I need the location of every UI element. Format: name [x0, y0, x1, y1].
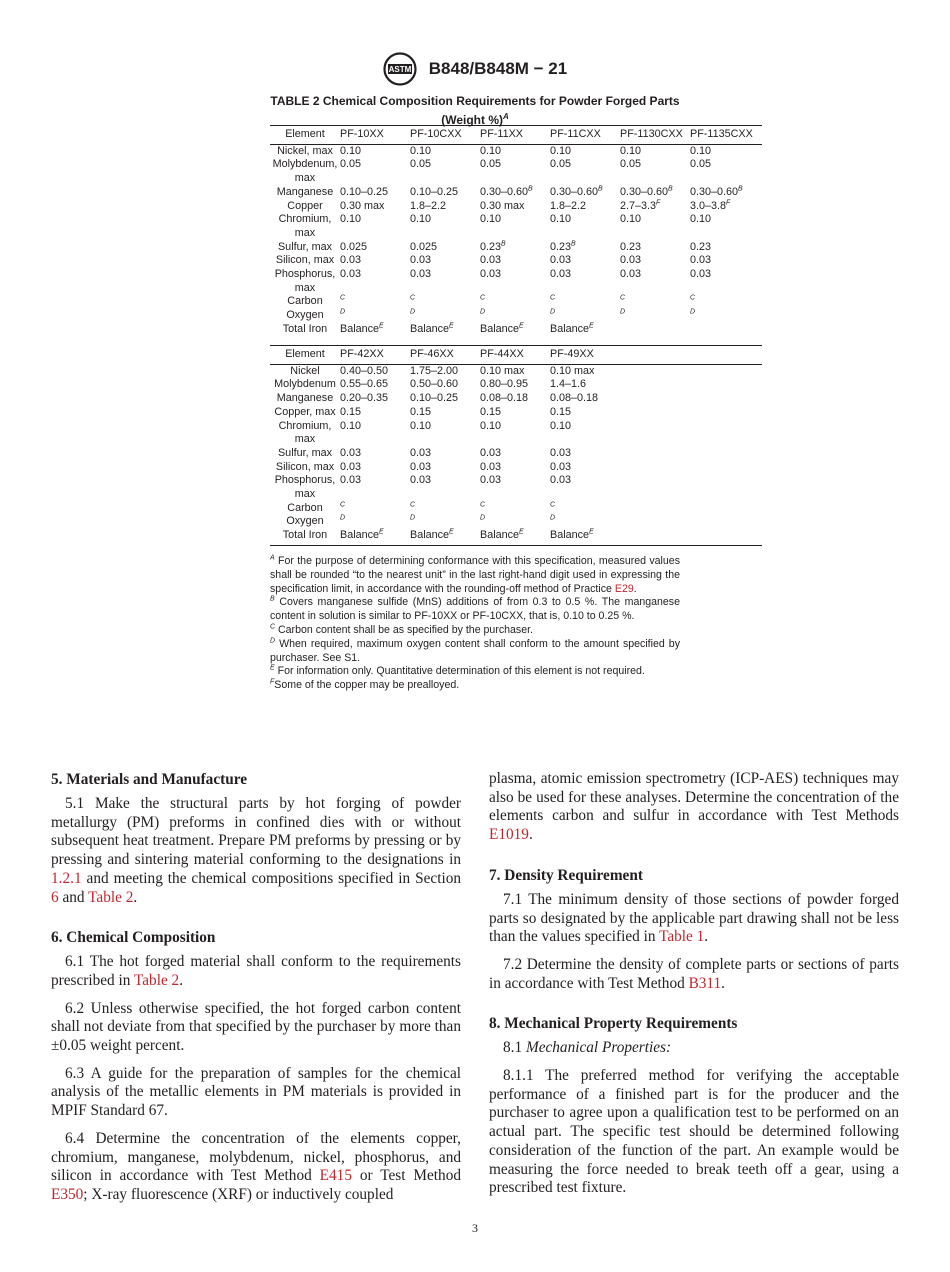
footnote-mark: D — [620, 308, 626, 316]
paragraph-6-4: 6.4 Determine the concentration of the elements copper, chromium, manganese, molybdenum, nickel, phosphorus, and silicon in accordance with Test Method E415 or Test Method E350; X-ray fluorescence (XRF) or inductively coupled — [51, 1129, 462, 1203]
element-name-cell: Carbon — [287, 295, 323, 308]
value-cell: 0.50–0.60 — [410, 378, 459, 391]
column-header-grade: PF-1135CXX — [690, 128, 753, 140]
value-cell — [410, 309, 480, 323]
value-cell: 0.03 — [340, 474, 362, 487]
value-cell: 0.10–0.25 — [410, 392, 459, 405]
paragraph-6-4-continued: plasma, atomic emission spectrometry (ICP-AES) techniques may also be used for these analyses. Determine the concentration of the elements carbon and sulfur in accordance with Test Methods E1019. — [489, 770, 899, 844]
footnote-mark: B — [528, 185, 533, 193]
left-column — [51, 770, 461, 1214]
paragraph-8-1-1: 8.1.1 The preferred method for verifying the acceptable performance of a finished part is for the producer and the purchaser to agree upon a qualification test to be performed on an actual part. The specific test should be determined following consideration of the function of the part. An example would be measuring the force needed to break teeth off a gear, using a prescribed test fixture. — [489, 1067, 899, 1197]
value-cell — [550, 295, 620, 309]
value-cell — [480, 502, 550, 516]
value-cell: 0.03 — [410, 460, 432, 473]
column-header-grade: PF-11XX — [480, 128, 524, 140]
value-cell — [690, 529, 762, 545]
link-1-2-1[interactable]: 1.2.1 — [51, 869, 82, 887]
footnote-mark: E — [589, 322, 594, 330]
value-cell: 1.8–2.2 — [410, 199, 447, 212]
paragraph-7-2: 7.2 Determine the density of complete parts or sections of parts in accordance with Test Method B311. — [489, 955, 899, 992]
table-caption-text: TABLE 2 Chemical Composition Requirements for Powder Forged Parts (Weight %) — [270, 94, 680, 127]
footnote-mark: D — [550, 514, 556, 522]
element-name-cell: Phosphorus, max — [274, 474, 336, 501]
element-name-cell: Copper — [287, 199, 323, 212]
column-header-element: Element — [285, 348, 325, 360]
footnote-mark: D — [550, 308, 556, 316]
value-cell: 0.03 — [410, 474, 432, 487]
element-name-cell: Sulfur, max — [277, 446, 332, 459]
value-cell — [550, 309, 620, 323]
value-cell: 0.05 — [690, 158, 712, 171]
value-cell: Balance$^E$ — [340, 528, 384, 542]
link-b311[interactable]: B311 — [688, 974, 722, 992]
element-name-cell: Molybdenum, max — [272, 158, 338, 185]
value-cell — [480, 309, 550, 323]
value-cell — [690, 447, 762, 461]
paragraph-6-3: 6.3 A guide for the preparation of samples for the chemical analysis of the metallic elements in PM materials is provided in MPIF Standard 67. — [51, 1064, 461, 1120]
page-number: 3 — [472, 1221, 478, 1235]
value-cell: 0.30 max — [480, 199, 525, 212]
table-row — [270, 378, 762, 392]
value-cell — [690, 392, 762, 406]
value-cell: 0.80–0.95 — [480, 378, 529, 391]
footnote-mark: C — [550, 294, 556, 302]
column-header-grade: PF-49XX — [550, 348, 594, 360]
value-cell — [620, 323, 690, 339]
section-7-heading: 7. Density Requirement — [489, 866, 643, 884]
value-cell: 0.10 — [620, 144, 642, 157]
value-cell: 0.03 — [480, 474, 502, 487]
value-cell: 0.15 — [340, 405, 362, 418]
value-cell — [620, 392, 690, 406]
value-cell — [690, 309, 762, 323]
element-name-cell: Sulfur, max — [277, 240, 332, 253]
section-6-heading: 6. Chemical Composition — [51, 929, 216, 947]
value-cell: 0.08–0.18 — [480, 392, 529, 405]
value-cell: 0.30 max — [340, 199, 385, 212]
value-cell — [620, 309, 690, 323]
value-cell: 0.03 — [550, 474, 572, 487]
value-cell: 0.05 — [620, 158, 642, 171]
value-cell: 0.03 — [550, 268, 572, 281]
value-cell: 0.10 — [480, 419, 502, 432]
value-cell: Balance$^E$ — [480, 322, 524, 335]
paragraph-7-1: 7.1 The minimum density of those sections of powder forged parts so designated by the applicable part drawing shall not be less than the values specified in Table 1. — [489, 890, 899, 946]
link-table-2[interactable]: Table 2 — [88, 888, 134, 906]
footnote-mark: B — [598, 185, 603, 193]
table-row — [270, 241, 762, 255]
value-cell — [550, 502, 620, 516]
caption-footnote-mark: A — [503, 112, 509, 121]
column-header-grade — [690, 346, 762, 365]
value-cell: $0.30-0.60^B$ — [480, 185, 533, 198]
value-cell: 0.15 — [550, 405, 572, 418]
value-cell: 0.03 — [480, 460, 502, 473]
value-cell — [690, 515, 762, 529]
value-cell: 0.03 — [340, 446, 362, 459]
value-cell: 0.10 max — [480, 364, 525, 377]
value-cell: 0.10 — [690, 213, 712, 226]
value-cell: 0.20–0.35 — [340, 392, 389, 405]
value-cell: 0.10 — [340, 213, 362, 226]
value-cell — [690, 461, 762, 475]
table-row — [270, 186, 762, 200]
element-name-cell: Carbon — [287, 501, 323, 514]
value-cell: 0.10 — [550, 144, 572, 157]
value-cell: 0.10 — [480, 144, 502, 157]
value-cell: 0.03 — [550, 254, 572, 267]
element-name-cell: Nickel, max — [277, 144, 333, 157]
footnote-mark: F — [656, 198, 661, 206]
value-cell: 0.03 — [690, 254, 712, 267]
footnote-mark: D — [340, 308, 346, 316]
paragraph-6-2: 6.2 Unless otherwise specified, the hot forged carbon content shall not deviate from that specified by the purchaser by more than ±0.05 weight percent. — [51, 999, 461, 1055]
footnote-mark: F — [726, 198, 731, 206]
value-cell — [480, 515, 550, 529]
table-row — [270, 474, 762, 501]
value-cell — [620, 447, 690, 461]
value-cell: 0.03 — [340, 254, 362, 267]
value-cell — [620, 364, 690, 378]
footnote-mark: E — [519, 528, 524, 536]
element-name-cell: Silicon, max — [275, 460, 335, 473]
footnote-mark: D — [410, 308, 416, 316]
footnote-mark: C — [550, 501, 556, 509]
table-row — [270, 323, 762, 339]
value-cell — [620, 529, 690, 545]
value-cell — [410, 515, 480, 529]
value-cell: 1.8–2.2 — [550, 199, 587, 212]
value-cell: 0.10 — [620, 213, 642, 226]
value-cell: 0.025 — [410, 240, 438, 253]
value-cell — [620, 461, 690, 475]
element-name-cell: Molybdenum — [274, 378, 336, 391]
value-cell: 1.4–1.6 — [550, 378, 587, 391]
element-name-cell: Total Iron — [282, 529, 328, 542]
footnote-e: $^E$ For information only. Quantitative determination of this element is not required. — [270, 664, 645, 678]
table-row — [270, 158, 762, 185]
value-cell: Balance$^E$ — [340, 322, 384, 335]
column-header-grade: PF-46XX — [410, 348, 454, 360]
element-name-cell: Chromium, max — [278, 419, 332, 446]
value-cell: $3.0-3.8^F$ — [690, 198, 731, 212]
value-cell: 0.025 — [340, 240, 368, 253]
link-e350[interactable]: E350 — [51, 1185, 84, 1203]
link-table-1[interactable]: Table 1 — [659, 928, 705, 946]
value-cell: 0.15 — [480, 405, 502, 418]
value-cell: Balance$^E$ — [550, 528, 594, 542]
table-row — [270, 502, 762, 516]
value-cell — [550, 515, 620, 529]
footnote-mark: E — [589, 528, 594, 536]
value-cell — [690, 295, 762, 309]
composition-table-part-2 — [270, 345, 762, 546]
footnote-mark: E — [379, 322, 384, 330]
value-cell: 0.10 — [550, 419, 572, 432]
table-footnotes — [270, 555, 680, 693]
footnote-mark: B — [668, 185, 673, 193]
value-cell — [340, 295, 410, 309]
footnote-mark: D — [410, 514, 416, 522]
value-cell: 0.10 — [410, 419, 432, 432]
value-cell: 0.03 — [340, 460, 362, 473]
footnote-mark: C — [620, 294, 626, 302]
value-cell: 0.40–0.50 — [340, 364, 389, 377]
table-row — [270, 461, 762, 475]
value-cell: 0.10–0.25 — [410, 185, 459, 198]
footnote-c: $^C$ Carbon content shall be as specified by the purchaser. — [270, 623, 534, 636]
value-cell — [340, 515, 410, 529]
value-cell: $0.30-0.60^B$ — [690, 185, 743, 198]
footnote-mark: E — [379, 528, 384, 536]
value-cell — [620, 295, 690, 309]
value-cell: 0.03 — [410, 254, 432, 267]
table-row — [270, 420, 762, 447]
value-cell — [410, 502, 480, 516]
value-cell: 0.03 — [410, 268, 432, 281]
value-cell — [620, 420, 690, 447]
column-header-grade: PF-11CXX — [550, 128, 601, 140]
footnote-mark: D — [480, 308, 486, 316]
element-name-cell: Total Iron — [282, 322, 328, 335]
value-cell: 0.05 — [340, 158, 362, 171]
table-header-row — [270, 346, 762, 365]
footnote-mark: D — [480, 514, 486, 522]
table-row — [270, 200, 762, 214]
footnote-mark: B — [738, 185, 743, 193]
footnote-mark: E — [519, 322, 524, 330]
value-cell: 0.08–0.18 — [550, 392, 599, 405]
composition-table-part-1 — [270, 125, 762, 339]
value-cell: 0.15 — [410, 405, 432, 418]
value-cell — [690, 420, 762, 447]
table-row — [270, 529, 762, 545]
footnote-mark: C — [340, 501, 346, 509]
value-cell — [480, 295, 550, 309]
table-row — [270, 515, 762, 529]
footnote-mark: D — [690, 308, 696, 316]
link-table-2[interactable]: Table 2 — [133, 971, 180, 989]
value-cell: Balance$^E$ — [410, 528, 454, 542]
value-cell: 0.55–0.65 — [340, 378, 389, 391]
value-cell: 0.05 — [550, 158, 572, 171]
table-row — [270, 364, 762, 378]
value-cell: 0.03 — [480, 268, 502, 281]
column-header-grade — [620, 346, 690, 365]
value-cell: 0.03 — [550, 460, 572, 473]
value-cell — [690, 406, 762, 420]
value-cell — [690, 364, 762, 378]
column-header-grade: PF-44XX — [480, 348, 524, 360]
element-name-cell: Chromium, max — [278, 213, 332, 239]
value-cell: 0.10 — [690, 144, 712, 157]
table-row — [270, 144, 762, 158]
value-cell: 0.03 — [550, 446, 572, 459]
value-cell — [410, 295, 480, 309]
element-name-cell: Manganese — [276, 392, 334, 405]
paragraph-8-1: 8.1 Mechanical Properties: — [503, 1039, 672, 1057]
value-cell: $0.30-0.60^B$ — [620, 185, 673, 198]
link-e29[interactable]: E29 — [614, 582, 634, 595]
value-cell: $2.7-3.3^F$ — [620, 198, 661, 212]
value-cell: $0.23^B$ — [550, 240, 576, 253]
table-row — [270, 406, 762, 420]
footnote-f: $^F$Some of the copper may be prealloyed. — [270, 678, 460, 692]
footnote-b: $^B$ Covers manganese sulfide (MnS) additions of from 0.3 to 0.5 %. The manganese content in solution is similar to PF-10XX or PF-10CXX, that is, 0.10 to 0.25 %. — [270, 595, 680, 623]
value-cell: 0.10–0.25 — [340, 185, 389, 198]
section-5-heading: 5. Materials and Manufacture — [51, 771, 248, 788]
paragraph-5-1: 5.1 Make the structural parts by hot forging of powder metallurgy (PM) preforms in confined dies with or without subsequent heat treatment. Prepare PM preforms by pressing or by pressing and sintering material conforming to the designations in 1.2.1 and meeting the chemical compositions specified in Section 6 and Table 2. — [51, 795, 461, 906]
table-row — [270, 447, 762, 461]
paragraph-6-1: 6.1 The hot forged material shall conform to the requirements prescribed in Table 2. — [51, 953, 461, 989]
footnote-mark: D — [340, 514, 346, 522]
table-row — [270, 309, 762, 323]
link-section-6[interactable]: 6 — [51, 888, 59, 906]
value-cell: 0.10 — [340, 419, 362, 432]
element-name-cell: Nickel — [290, 364, 320, 377]
value-cell — [620, 406, 690, 420]
footnote-mark: C — [340, 294, 346, 302]
value-cell — [340, 502, 410, 516]
value-cell: 0.10 — [480, 213, 502, 226]
value-cell: 0.03 — [480, 254, 502, 267]
element-name-cell: Phosphorus, max — [274, 268, 336, 294]
value-cell — [620, 474, 690, 501]
value-cell — [690, 378, 762, 392]
value-cell — [340, 309, 410, 323]
footnote-mark: C — [480, 501, 486, 509]
column-header-element: Element — [285, 128, 325, 140]
footnote-mark: C — [480, 294, 486, 302]
column-header-grade: PF-10XX — [340, 128, 384, 140]
link-e1019[interactable]: E1019 — [489, 826, 529, 844]
footnote-mark: C — [410, 294, 416, 302]
value-cell — [690, 502, 762, 516]
svg-text:ASTM: ASTM — [388, 65, 412, 74]
right-column — [489, 770, 899, 1207]
value-cell: 0.05 — [480, 158, 502, 171]
element-name-cell: Oxygen — [286, 515, 324, 528]
table-row — [270, 254, 762, 268]
table-row — [270, 392, 762, 406]
footnote-d: $^D$ When required, maximum oxygen content shall conform to the amount specified by purchaser. See S1. — [270, 637, 680, 664]
footnote-mark: E — [449, 322, 454, 330]
value-cell: 0.23 — [690, 240, 712, 253]
column-header-grade: PF-42XX — [340, 348, 384, 360]
footnote-mark: B — [501, 240, 506, 248]
value-cell: Balance$^E$ — [550, 322, 594, 335]
footnote-mark: C — [410, 501, 416, 509]
section-8-heading: 8. Mechanical Property Requirements — [489, 1015, 738, 1033]
astm-logo-icon — [383, 52, 417, 86]
element-name-cell: Oxygen — [286, 309, 324, 322]
table-row — [270, 295, 762, 309]
value-cell: 0.10 — [410, 213, 432, 226]
element-name-cell: Copper, max — [274, 405, 336, 418]
element-name-cell: Manganese — [276, 185, 334, 198]
value-cell: 0.10 — [340, 144, 362, 157]
footnote-mark: B — [571, 240, 576, 248]
table-caption — [270, 94, 680, 128]
value-cell — [690, 323, 762, 339]
element-name-cell: Silicon, max — [275, 254, 335, 267]
value-cell: 0.03 — [620, 254, 642, 267]
value-cell: 0.10 — [410, 144, 432, 157]
table-row — [270, 268, 762, 295]
value-cell: $0.30-0.60^B$ — [550, 185, 603, 198]
document-id: B848/B848M − 21 — [428, 59, 568, 78]
value-cell: 0.03 — [410, 446, 432, 459]
value-cell — [620, 515, 690, 529]
value-cell — [620, 378, 690, 392]
value-cell: 0.03 — [340, 268, 362, 281]
column-header-grade: PF-1130CXX — [620, 128, 683, 140]
value-cell: 1.75–2.00 — [410, 364, 459, 377]
value-cell: 0.23 — [620, 240, 642, 253]
value-cell: 0.05 — [410, 158, 432, 171]
value-cell: 0.10 max — [550, 364, 595, 377]
footnote-mark: C — [690, 294, 696, 302]
page-header — [0, 52, 950, 86]
value-cell: $0.23^B$ — [480, 240, 506, 253]
value-cell: 0.10 — [550, 213, 572, 226]
table-header-row — [270, 126, 762, 145]
column-header-grade: PF-10CXX — [410, 128, 462, 140]
value-cell — [690, 474, 762, 501]
value-cell: 0.03 — [480, 446, 502, 459]
table-row — [270, 213, 762, 240]
value-cell — [620, 502, 690, 516]
value-cell: 0.03 — [690, 268, 712, 281]
value-cell: Balance$^E$ — [480, 528, 524, 542]
value-cell: Balance$^E$ — [410, 322, 454, 335]
footnote-mark: E — [449, 528, 454, 536]
link-e415[interactable]: E415 — [319, 1167, 352, 1185]
footnote-a: $^A$ For the purpose of determining conformance with this specification, measured values shall be rounded “to the nearest unit” in the last right-hand digit used in expressing the specification limit, in accordance with the rounding-off method of Practice E29. — [270, 554, 680, 595]
value-cell: 0.03 — [620, 268, 642, 281]
